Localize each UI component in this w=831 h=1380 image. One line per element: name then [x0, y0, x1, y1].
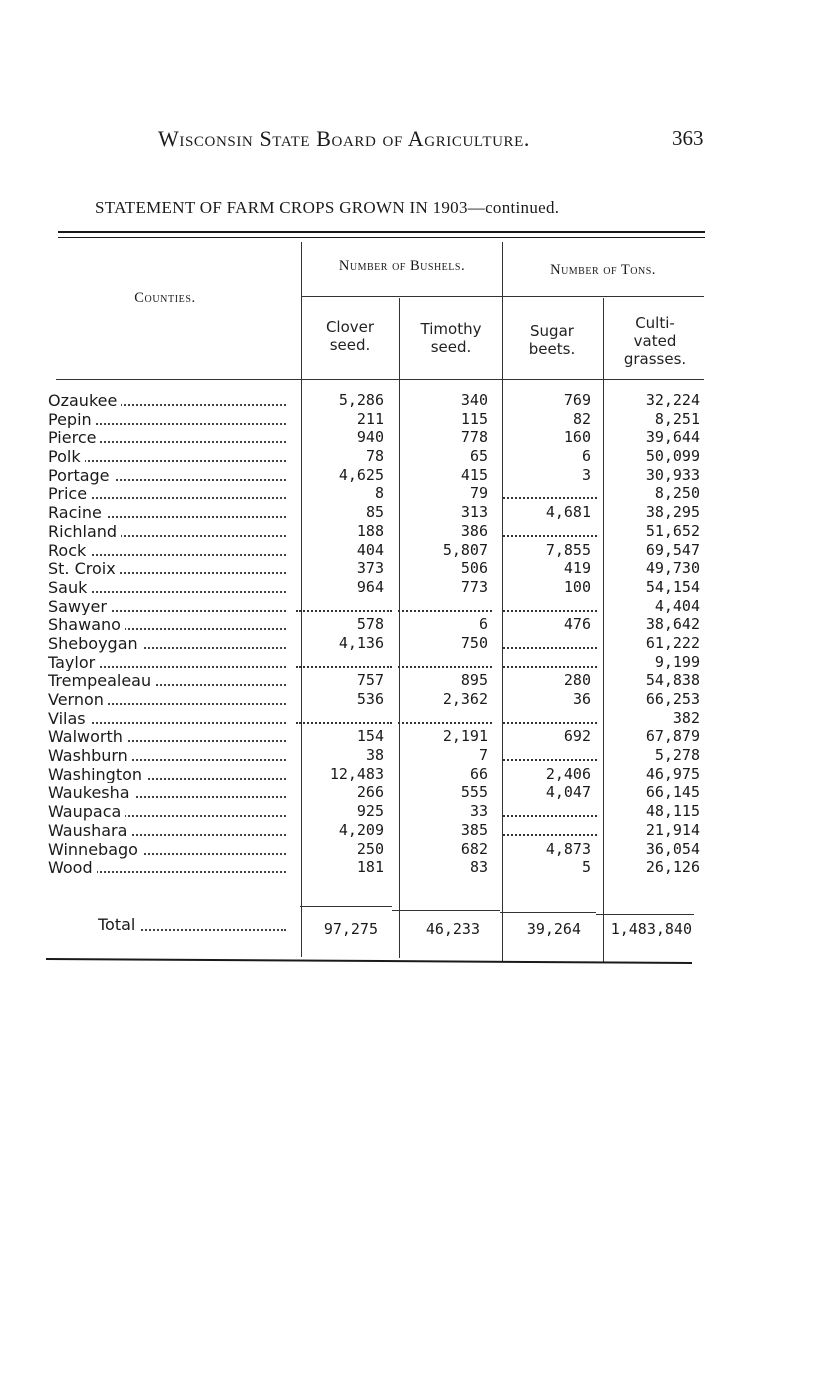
county-cell: Winnebago	[48, 840, 290, 859]
table-row	[0, 559, 831, 578]
grasses-cell: 30,933	[645, 465, 700, 484]
county-cell: Shawano	[48, 615, 290, 634]
clover-cell: 925	[356, 802, 384, 821]
grasses-cell: 26,126	[645, 858, 700, 877]
county-cell: Washington	[48, 765, 290, 784]
timothy-cell: 2,362	[442, 690, 488, 708]
total-top-rule-1	[300, 906, 392, 907]
sugar-cell: 4,873	[545, 839, 591, 858]
county-cell: Sawyer	[48, 597, 290, 616]
table-row	[0, 802, 831, 821]
table-row	[0, 671, 831, 690]
sugar-cell: 4,047	[545, 783, 591, 802]
timothy-cell: 5,807	[442, 540, 488, 559]
table-row	[0, 690, 831, 709]
clover-cell: 4,625	[338, 465, 384, 484]
table-row	[0, 466, 831, 485]
empty-cell-leader	[398, 610, 492, 612]
clover-cell: 578	[356, 615, 384, 634]
empty-cell-leader	[398, 722, 492, 724]
table-bottom-rule	[46, 958, 692, 964]
grasses-cell: 5,278	[654, 746, 700, 765]
group-underline	[302, 296, 704, 297]
clover-cell: 4,209	[338, 820, 384, 839]
timothy-cell: 385	[460, 820, 488, 839]
sugar-cell: 692	[563, 727, 591, 746]
grasses-cell: 32,224	[645, 391, 700, 409]
sugar-cell: 36	[572, 690, 591, 708]
county-cell: Racine	[48, 503, 290, 522]
table-row	[0, 783, 831, 802]
col-header-timothy: Timothy seed.	[420, 320, 482, 356]
running-title: Wisconsin State Board of Agriculture.	[158, 126, 530, 151]
page-header	[0, 126, 831, 156]
sugar-cell: 280	[563, 671, 591, 690]
statement-title: STATEMENT OF FARM CROPS GROWN IN 1903—continued.	[95, 198, 560, 217]
empty-cell-leader	[296, 722, 392, 724]
grasses-cell: 50,099	[645, 447, 700, 466]
header-bottom-rule	[56, 379, 704, 380]
county-cell: Taylor	[48, 653, 290, 672]
sugar-cell: 419	[563, 559, 591, 578]
empty-cell-leader	[503, 497, 597, 499]
timothy-cell: 773	[460, 577, 488, 596]
county-cell: Richland	[48, 522, 290, 541]
total-timothy: 46,233	[425, 920, 480, 938]
empty-cell-leader	[503, 535, 597, 537]
table-row	[0, 410, 831, 429]
clover-cell: 8	[374, 484, 384, 503]
county-cell: Pepin	[48, 410, 290, 429]
timothy-cell: 2,191	[442, 727, 488, 746]
table-row	[0, 765, 831, 784]
grasses-cell: 8,251	[654, 409, 700, 428]
clover-cell: 373	[356, 559, 384, 578]
timothy-cell: 83	[469, 858, 488, 877]
table-row	[0, 634, 831, 653]
group-header-tons: Number of Tons.	[550, 262, 656, 278]
timothy-cell: 313	[460, 503, 488, 522]
county-cell: Trempealeau	[48, 671, 290, 690]
grasses-cell: 4,404	[654, 596, 700, 615]
grasses-cell: 382	[672, 708, 700, 727]
county-cell: Rock	[48, 541, 290, 560]
grasses-cell: 36,054	[645, 839, 700, 858]
table-row	[0, 391, 831, 410]
timothy-cell: 340	[460, 391, 488, 409]
grasses-cell: 61,222	[645, 633, 700, 652]
sugar-cell: 476	[563, 615, 591, 634]
clover-cell: 940	[356, 428, 384, 447]
county-cell: Waupaca	[48, 802, 290, 821]
clover-cell: 964	[356, 577, 384, 596]
empty-cell-leader	[503, 815, 597, 817]
empty-cell-leader	[503, 834, 597, 836]
empty-cell-leader	[503, 722, 597, 724]
county-cell: Ozaukee	[48, 391, 290, 410]
grasses-cell: 51,652	[645, 521, 700, 540]
sugar-cell: 6	[581, 447, 591, 466]
total-top-rule-2	[392, 910, 500, 911]
clover-cell: 12,483	[329, 764, 384, 783]
total-sugar: 39,264	[526, 920, 581, 938]
timothy-cell: 506	[460, 559, 488, 578]
clover-cell: 38	[365, 746, 384, 765]
timothy-cell: 778	[460, 428, 488, 447]
grasses-cell: 38,642	[645, 615, 700, 634]
empty-cell-leader	[296, 666, 392, 668]
group-header-bushels: Number of Bushels.	[338, 258, 466, 274]
clover-cell: 4,136	[338, 633, 384, 652]
page-number: 363	[672, 126, 704, 150]
table-row	[0, 840, 831, 859]
sugar-cell: 5	[581, 858, 591, 877]
col-header-grasses: Culti- vated grasses.	[623, 314, 687, 368]
timothy-cell: 66	[469, 764, 488, 783]
total-clover: 97,275	[323, 920, 378, 938]
county-cell: Price	[48, 484, 290, 503]
timothy-cell: 65	[469, 447, 488, 466]
table-row	[0, 709, 831, 728]
county-cell: Portage	[48, 466, 290, 485]
table-row	[0, 428, 831, 447]
empty-cell-leader	[503, 647, 597, 649]
clover-cell: 78	[365, 447, 384, 466]
clover-cell: 181	[356, 858, 384, 877]
clover-cell: 757	[356, 671, 384, 690]
county-cell: Washburn	[48, 746, 290, 765]
timothy-cell: 750	[460, 633, 488, 652]
grasses-cell: 66,253	[645, 690, 700, 708]
county-cell: Walworth	[48, 727, 290, 746]
grasses-cell: 8,250	[654, 484, 700, 503]
empty-cell-leader	[398, 666, 492, 668]
total-top-rule-3	[500, 912, 596, 913]
sugar-cell: 2,406	[545, 764, 591, 783]
empty-cell-leader	[503, 610, 597, 612]
table-body	[0, 391, 831, 877]
timothy-cell: 386	[460, 521, 488, 540]
timothy-cell: 415	[460, 465, 488, 484]
table-top-rule-thin	[58, 237, 705, 238]
table-row	[0, 727, 831, 746]
timothy-cell: 115	[460, 409, 488, 428]
county-cell: St. Croix	[48, 559, 290, 578]
grasses-cell: 21,914	[645, 820, 700, 839]
sugar-cell: 160	[563, 428, 591, 447]
county-cell: Waushara	[48, 821, 290, 840]
table-row	[0, 578, 831, 597]
table-row	[0, 522, 831, 541]
grasses-cell: 54,838	[645, 671, 700, 690]
table-row	[0, 746, 831, 765]
col-header-sugar: Sugar beets.	[528, 322, 576, 358]
table-row	[0, 447, 831, 466]
county-cell: Pierce	[48, 428, 290, 447]
county-cell: Sauk	[48, 578, 290, 597]
clover-cell: 536	[356, 690, 384, 708]
sugar-cell: 82	[572, 409, 591, 428]
total-grasses: 1,483,840	[610, 920, 692, 938]
timothy-cell: 6	[478, 615, 488, 634]
empty-cell-leader	[503, 666, 597, 668]
clover-cell: 404	[356, 540, 384, 559]
counties-header: Counties.	[134, 290, 196, 306]
total-label-cell: Total	[98, 915, 290, 935]
county-cell: Polk	[48, 447, 290, 466]
grasses-cell: 69,547	[645, 540, 700, 559]
county-cell: Sheboygan	[48, 634, 290, 653]
sugar-cell: 7,855	[545, 540, 591, 559]
grasses-cell: 66,145	[645, 783, 700, 802]
timothy-cell: 555	[460, 783, 488, 802]
clover-cell: 250	[356, 839, 384, 858]
clover-cell: 154	[356, 727, 384, 746]
table-top-rule	[58, 231, 705, 233]
table-row	[0, 484, 831, 503]
grasses-cell: 48,115	[645, 802, 700, 821]
clover-cell: 266	[356, 783, 384, 802]
grasses-cell: 9,199	[654, 652, 700, 671]
timothy-cell: 79	[469, 484, 488, 503]
grasses-cell: 39,644	[645, 428, 700, 447]
table-row	[0, 597, 831, 616]
county-cell: Vilas	[48, 709, 290, 728]
col-header-clover: Clover seed.	[325, 318, 375, 354]
grasses-cell: 67,879	[645, 727, 700, 746]
grasses-cell: 49,730	[645, 559, 700, 578]
clover-cell: 5,286	[338, 391, 384, 409]
table-row	[0, 503, 831, 522]
timothy-cell: 7	[478, 746, 488, 765]
sugar-cell: 100	[563, 577, 591, 596]
grasses-cell: 54,154	[645, 577, 700, 596]
table-row	[0, 615, 831, 634]
empty-cell-leader	[503, 759, 597, 761]
county-cell: Wood	[48, 858, 290, 877]
empty-cell-leader	[296, 610, 392, 612]
table-row	[0, 653, 831, 672]
table-row	[0, 821, 831, 840]
sugar-cell: 3	[581, 465, 591, 484]
table-row	[0, 541, 831, 560]
clover-cell: 85	[365, 503, 384, 522]
sugar-cell: 769	[563, 391, 591, 409]
grasses-cell: 38,295	[645, 503, 700, 522]
county-cell: Waukesha	[48, 783, 290, 802]
timothy-cell: 895	[460, 671, 488, 690]
timothy-cell: 682	[460, 839, 488, 858]
county-cell: Vernon	[48, 690, 290, 709]
grasses-cell: 46,975	[645, 764, 700, 783]
total-top-rule-4	[596, 914, 694, 915]
sugar-cell: 4,681	[545, 503, 591, 522]
timothy-cell: 33	[469, 802, 488, 821]
clover-cell: 211	[356, 409, 384, 428]
table-row	[0, 858, 831, 877]
clover-cell: 188	[356, 521, 384, 540]
